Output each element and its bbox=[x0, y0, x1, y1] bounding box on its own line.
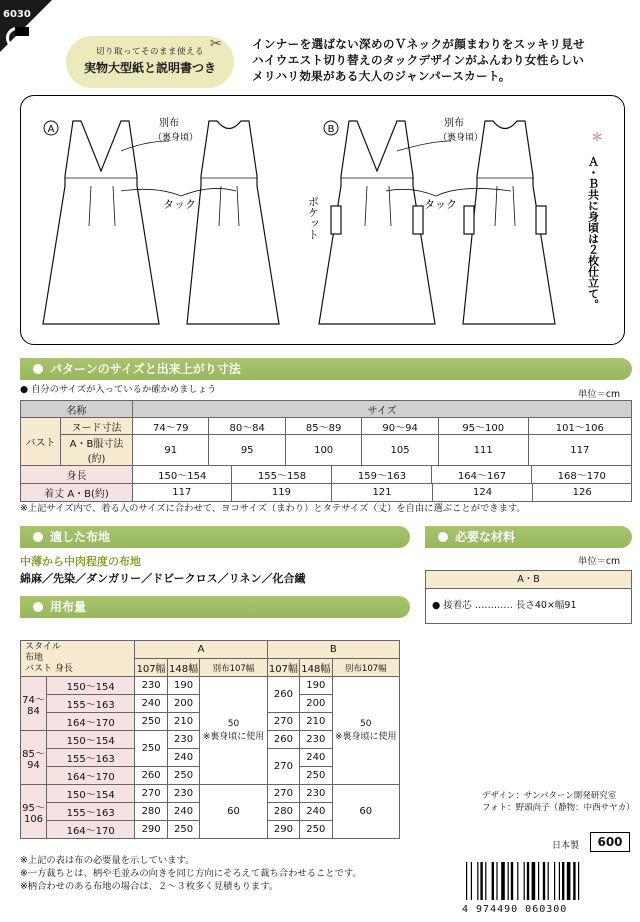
credit-design: デザイン：サンパターン開発研究室 bbox=[482, 791, 617, 801]
h-w107: 107幅 bbox=[267, 659, 299, 677]
asterisk-mark: ＊ bbox=[591, 130, 604, 144]
table-cell: 155～163 bbox=[47, 695, 135, 713]
table-cell: 155～158 bbox=[232, 466, 332, 483]
table-cell: 164～170 bbox=[47, 767, 135, 785]
table-cell: 230 bbox=[135, 677, 167, 695]
credits bbox=[482, 790, 635, 814]
h-bust: バスト bbox=[25, 664, 53, 674]
bust-group: 85〜94 bbox=[21, 731, 47, 785]
credit-photo: フォト：野頭尚子（静物：中西サヤカ） bbox=[482, 803, 635, 813]
barcode-bar bbox=[480, 862, 482, 900]
table-cell: 270 bbox=[267, 749, 299, 785]
materials-table bbox=[425, 570, 632, 624]
table-cell: 240 bbox=[135, 695, 167, 713]
h-size: サイズ bbox=[133, 401, 632, 418]
size-footnote: ※上記サイズ内で、着る人のサイズに合わせて、ヨコサイズ（まわり）とタテサイズ（丈）を自由に選ぶことができます。 bbox=[20, 503, 526, 514]
table-cell: 164～167 bbox=[432, 466, 532, 483]
table-cell: 250 bbox=[300, 821, 332, 839]
ab-size-label: A・B服寸法(約) bbox=[61, 435, 133, 466]
barcode-bar bbox=[538, 862, 539, 900]
barcode bbox=[462, 862, 632, 915]
barcode-bar bbox=[511, 862, 513, 900]
table-cell: 105 bbox=[362, 435, 438, 466]
suited-section-header: 適した布地 bbox=[20, 526, 410, 548]
bust-label: バスト bbox=[21, 418, 61, 466]
barcode-bar bbox=[471, 862, 472, 900]
scissors-icon: ✂ bbox=[210, 36, 222, 52]
table-cell: 111 bbox=[438, 435, 528, 466]
h-fabric: 布地 bbox=[25, 653, 44, 663]
barcode-bar bbox=[559, 862, 560, 900]
intro-line: メリハリ効果がある大人のジャンパースカート。 bbox=[252, 69, 511, 83]
betsununo-label-a: 別布 bbox=[159, 118, 179, 129]
table-cell: 250 bbox=[135, 713, 167, 731]
sep-b-value: 60 bbox=[332, 785, 399, 839]
h-w107: 107幅 bbox=[135, 659, 167, 677]
intro-text bbox=[252, 36, 634, 84]
sep-note: ※裏身頃に使用 bbox=[202, 731, 265, 742]
table-cell: 240 bbox=[167, 749, 199, 767]
fabric-note: ※上記の表は布の必要量を示しています。 bbox=[20, 855, 195, 866]
table-cell: 240 bbox=[300, 749, 332, 767]
table-cell: 230 bbox=[300, 731, 332, 749]
barcode-bars bbox=[462, 862, 632, 900]
garment-illustration bbox=[20, 95, 625, 345]
barcode-bar bbox=[562, 862, 564, 900]
intro-line: ハイウエスト切り替えのタックデザインがふんわり女性らしい bbox=[252, 53, 585, 67]
sep-b-value: 50 bbox=[360, 718, 372, 729]
barcode-bar bbox=[548, 862, 549, 900]
label-a: A bbox=[47, 124, 55, 135]
materials-header: A・B bbox=[426, 571, 631, 589]
h-a: A bbox=[135, 641, 267, 659]
table-cell: 155～163 bbox=[47, 803, 135, 821]
table-cell: 150～154 bbox=[47, 731, 135, 749]
barcode-bar bbox=[567, 862, 571, 900]
barcode-bar bbox=[485, 862, 486, 900]
table-cell: 155～163 bbox=[47, 749, 135, 767]
table-cell: 290 bbox=[267, 821, 299, 839]
table-cell: 164～170 bbox=[47, 821, 135, 839]
table-cell: 250 bbox=[167, 821, 199, 839]
bust-group: 74〜84 bbox=[21, 677, 47, 731]
price-box: 600 bbox=[590, 832, 630, 852]
table-cell: 280 bbox=[267, 803, 299, 821]
sep-note: ※裏身頃に使用 bbox=[335, 731, 397, 742]
barcode-bar bbox=[496, 862, 497, 900]
table-cell: 85～89 bbox=[285, 418, 361, 435]
tuck-label-b: タック bbox=[424, 198, 457, 211]
illustration-note: Ａ・Ｂ共に身頃は２枚仕立て。 bbox=[586, 156, 600, 310]
barcode-bar bbox=[466, 862, 467, 900]
uramigoro-label-a: （裏身頃） bbox=[153, 133, 199, 143]
barcode-bar bbox=[501, 862, 505, 900]
table-cell: 240 bbox=[300, 803, 332, 821]
h-sep107: 別布107幅 bbox=[200, 659, 267, 677]
dress-drawings bbox=[21, 96, 625, 345]
length-label: 着丈 A・B(約) bbox=[21, 484, 133, 502]
h-sep107: 別布107幅 bbox=[332, 659, 399, 677]
table-cell: 150～154 bbox=[47, 785, 135, 803]
table-cell: 280 bbox=[135, 803, 167, 821]
table-cell: 159～163 bbox=[332, 466, 432, 483]
fabric-note: ※一方裁ちとは、柄や毛並みの向きを同じ方向にそろえて裁ち合わせることです。 bbox=[20, 868, 362, 879]
table-cell: 250 bbox=[300, 767, 332, 785]
table-cell: 230 bbox=[300, 785, 332, 803]
size-table bbox=[20, 400, 632, 502]
table-cell: 200 bbox=[300, 695, 332, 713]
made-in-japan: 日本製 bbox=[552, 841, 580, 851]
table-cell: 270 bbox=[267, 713, 299, 731]
bubble-main-text: 実物大型紙と説明書つき bbox=[83, 61, 216, 75]
size-section-header: パターンのサイズと出来上がり寸法 bbox=[20, 358, 632, 380]
table-cell: 80～84 bbox=[209, 418, 285, 435]
bust-group: 95〜106 bbox=[21, 785, 47, 839]
barcode-bar bbox=[524, 862, 525, 900]
table-cell: 100 bbox=[285, 435, 361, 466]
table-cell: 190 bbox=[300, 677, 332, 695]
table-cell: 164～170 bbox=[47, 713, 135, 731]
h-b: B bbox=[267, 641, 399, 659]
barcode-bar bbox=[492, 862, 494, 900]
table-cell: 150～154 bbox=[47, 677, 135, 695]
table-cell: 210 bbox=[167, 713, 199, 731]
barcode-bar bbox=[578, 862, 579, 900]
nude-label: ヌード寸法 bbox=[61, 418, 133, 435]
suited-fabrics: 綿麻／先染／ダンガリー／ドビークロス／リネン／化合繊 bbox=[20, 572, 306, 585]
h-style: スタイル bbox=[25, 642, 61, 652]
table-cell: 260 bbox=[135, 767, 167, 785]
material-item: ● 接着芯 bbox=[432, 600, 472, 611]
barcode-bar bbox=[573, 862, 575, 900]
table-cell: 121 bbox=[332, 484, 433, 501]
pocket-label: ポケット bbox=[306, 196, 320, 240]
fabric-note: ※柄合わせのある布地の場合は、２～３枚多く見積もります。 bbox=[20, 881, 279, 892]
table-cell: 200 bbox=[167, 695, 199, 713]
tuck-label-a: タック bbox=[163, 198, 196, 211]
bubble-small-text: 切り取ってそのまま使える bbox=[95, 47, 204, 57]
table-cell: 168～170 bbox=[557, 471, 606, 482]
barcode-bar bbox=[543, 862, 545, 900]
barcode-bar bbox=[517, 862, 518, 900]
barcode-bar bbox=[532, 862, 536, 900]
materials-unit: 単位＝cm bbox=[578, 556, 621, 567]
table-cell: 101～106 bbox=[528, 418, 631, 435]
table-cell: 210 bbox=[300, 713, 332, 731]
table-cell: 126 bbox=[572, 487, 592, 498]
table-cell: 230 bbox=[167, 785, 199, 803]
table-cell: 117 bbox=[528, 435, 631, 466]
h-height: 身長 bbox=[54, 664, 73, 674]
label-b: B bbox=[327, 124, 335, 135]
table-cell: 250 bbox=[135, 731, 167, 767]
barcode-bar bbox=[508, 862, 509, 900]
table-cell: 117 bbox=[133, 484, 231, 501]
materials-row bbox=[426, 589, 631, 623]
table-cell: 260 bbox=[267, 731, 299, 749]
material-value: 長さ40×幅91 bbox=[515, 600, 577, 611]
h-name: 名称 bbox=[21, 401, 133, 418]
table-cell: 119 bbox=[231, 484, 332, 501]
materials-section-header: 必要な材料 bbox=[425, 526, 632, 548]
table-cell: 150～154 bbox=[133, 466, 232, 483]
table-cell: 124 bbox=[432, 484, 533, 501]
sep-a-value: 60 bbox=[200, 785, 267, 839]
suited-heading: 中薄から中肉程度の布地 bbox=[20, 555, 141, 568]
product-code: 6030 bbox=[3, 9, 31, 20]
table-cell: 90～94 bbox=[362, 418, 438, 435]
h-w148: 148幅 bbox=[300, 659, 332, 677]
table-cell: 270 bbox=[267, 785, 299, 803]
material-dots: ………… bbox=[474, 600, 513, 611]
betsununo-label-b: 別布 bbox=[444, 118, 464, 129]
table-cell: 260 bbox=[267, 677, 299, 713]
uramigoro-label-b: （裏身頃） bbox=[438, 133, 484, 143]
table-cell: 95 bbox=[209, 435, 285, 466]
table-cell: 91 bbox=[133, 435, 209, 466]
barcode-number: 4 974490 060300 bbox=[462, 904, 568, 915]
table-cell: 240 bbox=[167, 803, 199, 821]
table-cell: 74～79 bbox=[133, 418, 209, 435]
table-cell: 270 bbox=[135, 785, 167, 803]
height-label: 身長 bbox=[21, 466, 133, 484]
intro-line: インナーを選ばない深めのＶネックが顔まわりをスッキリ見せ bbox=[252, 37, 585, 51]
table-cell: 190 bbox=[167, 677, 199, 695]
barcode-bar bbox=[477, 862, 478, 900]
brand-logo-icon bbox=[6, 27, 28, 49]
sep-a-value: 50 bbox=[227, 718, 240, 729]
feature-bubble bbox=[66, 36, 234, 88]
barcode-bar bbox=[527, 862, 529, 900]
fabric-notes bbox=[20, 854, 460, 893]
size-check-note: ● 自分のサイズが入っているか確かめましょう bbox=[20, 384, 217, 395]
table-cell: 290 bbox=[135, 821, 167, 839]
barcode-bar bbox=[554, 862, 555, 900]
table-cell: 230 bbox=[167, 731, 199, 749]
h-w148: 148幅 bbox=[167, 659, 199, 677]
table-cell: 95～100 bbox=[438, 418, 528, 435]
fabric-section-header: 用布量 bbox=[20, 596, 410, 618]
fabric-table bbox=[20, 640, 400, 839]
table-cell: 250 bbox=[167, 767, 199, 785]
size-unit: 単位＝cm bbox=[578, 389, 621, 400]
